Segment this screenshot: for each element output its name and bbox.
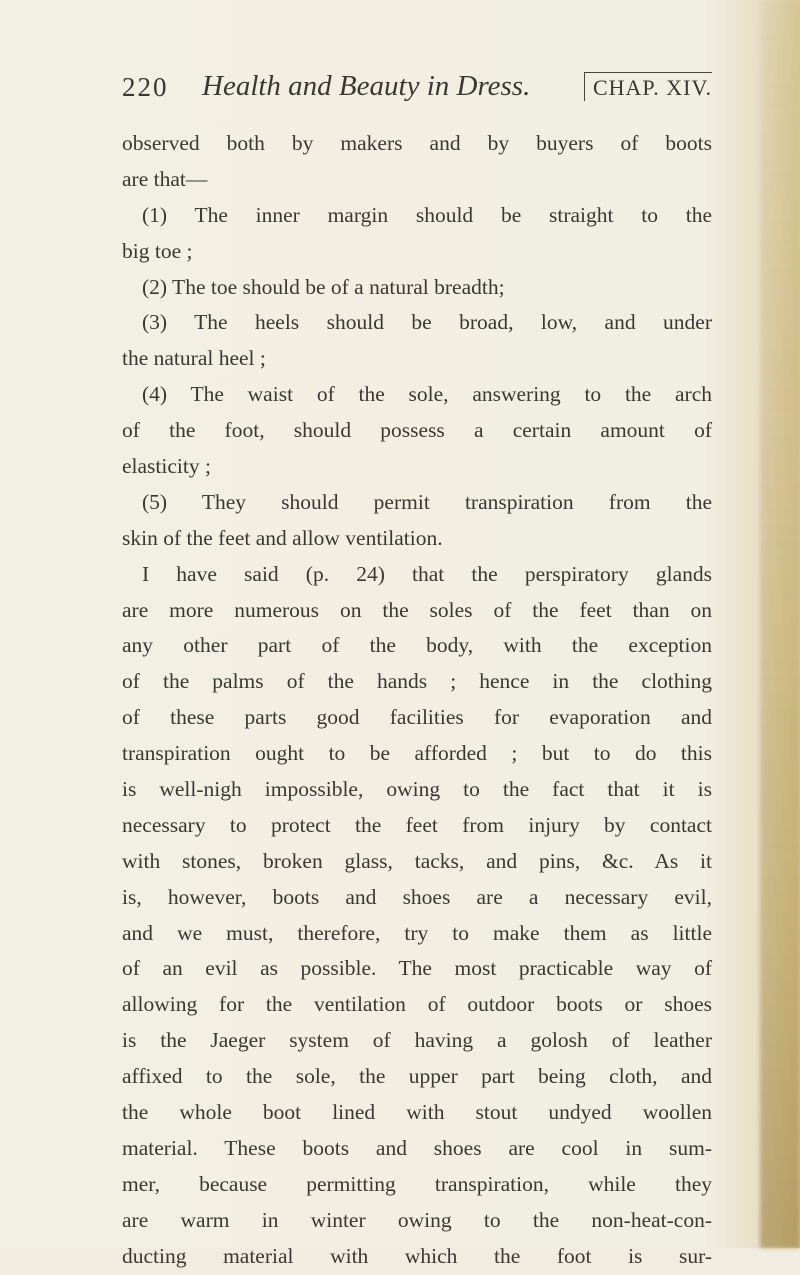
text-line: elasticity ; — [122, 454, 211, 479]
text-line: any other part of the body, with the exception — [122, 633, 712, 658]
text-line: (4) The waist of the sole, answering to the arch — [142, 382, 712, 407]
text-line: (5) They should permit transpiration from the — [142, 489, 712, 514]
text-line: of these parts good facilities for evaporation and — [122, 705, 712, 730]
text-line: is the Jaeger system of having a golosh of leather — [122, 1028, 712, 1053]
text-line: ducting material with which the foot is sur- — [122, 1243, 712, 1268]
text-line: observed both by makers and by buyers of boots — [122, 131, 712, 155]
text-line: the natural heel ; — [122, 346, 266, 371]
text-line: of the palms of the hands ; hence in the clothing — [122, 669, 712, 694]
text-line: and we must, therefore, try to make them as little — [122, 920, 712, 945]
chapter-reference: CHAP. XIV. — [584, 72, 712, 101]
text-line: skin of the feet and allow ventilation. — [122, 525, 443, 550]
text-line: of the foot, should possess a certain amount of — [122, 418, 712, 443]
text-line: allowing for the ventilation of outdoor boots or shoes — [122, 992, 712, 1017]
text-line: are that— — [122, 166, 208, 191]
text-line: the whole boot lined with stout undyed woollen — [122, 1100, 712, 1125]
text-line: necessary to protect the feet from injury by contact — [122, 812, 712, 837]
text-line: affixed to the sole, the upper part being cloth, and — [122, 1064, 712, 1089]
text-line: I have said (p. 24) that the perspiratory glands — [142, 561, 712, 586]
text-line: material. These boots and shoes are cool in sum- — [122, 1135, 712, 1160]
text-line: with stones, broken glass, tacks, and pins, &c. As it — [122, 848, 712, 873]
body-text — [122, 126, 712, 1275]
text-line: are warm in winter owing to the non-heat-con- — [122, 1207, 712, 1232]
text-line: (1) The inner margin should be straight to the — [142, 202, 712, 227]
page-number: 220 — [122, 72, 169, 102]
text-line: transpiration ought to be afforded ; but to do this — [122, 741, 712, 766]
text-line: is, however, boots and shoes are a necessary evil, — [122, 884, 712, 909]
running-title: Health and Beauty in Dress. — [202, 70, 531, 102]
page-edge-stain — [760, 0, 800, 1248]
text-line: are more numerous on the soles of the feet than on — [122, 597, 712, 622]
text-line: of an evil as possible. The most practicable way of — [122, 956, 712, 981]
text-line: (3) The heels should be broad, low, and under — [142, 310, 712, 335]
text-line: mer, because permitting transpiration, while they — [122, 1171, 712, 1196]
page-header — [122, 72, 712, 116]
text-line: (2) The toe should be of a natural breadth; — [142, 274, 505, 299]
text-line: is well-nigh impossible, owing to the fact that it is — [122, 777, 712, 802]
text-line: big toe ; — [122, 238, 193, 263]
